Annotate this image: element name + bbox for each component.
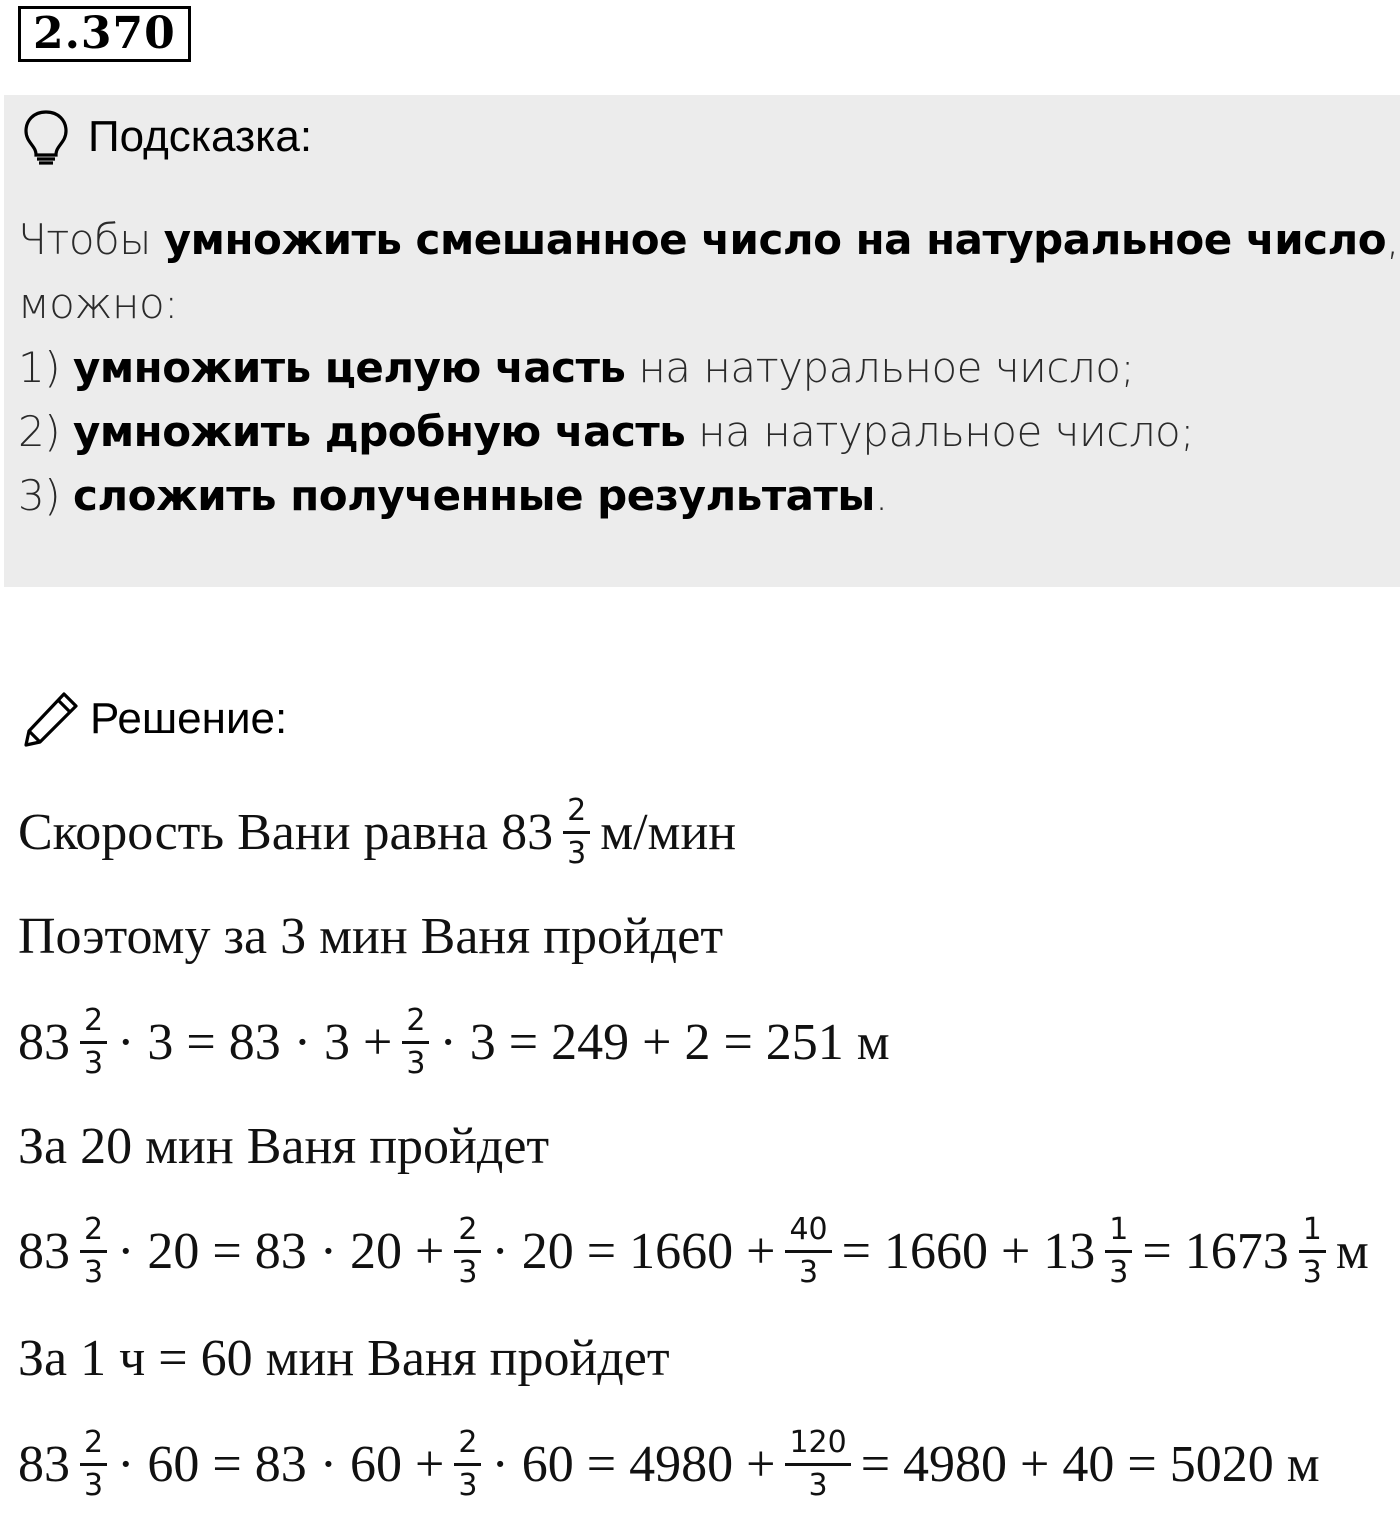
text-20min: За 20 мин Ваня пройдет — [18, 1117, 550, 1175]
lightbulb-icon — [20, 108, 72, 166]
fraction-denominator: 3 — [84, 1045, 104, 1081]
fraction-numerator: 1 — [1299, 1215, 1326, 1253]
solution-title — [20, 688, 287, 750]
solution-line-speed — [18, 790, 736, 874]
fraction-numerator: 120 — [785, 1428, 850, 1466]
step-1-number: 1) — [18, 343, 73, 392]
fraction — [80, 1424, 107, 1503]
fraction-numerator: 2 — [402, 1006, 429, 1044]
pencil-icon — [20, 688, 82, 750]
step-2-rest: на натуральное число; — [685, 407, 1194, 456]
fraction — [80, 1211, 107, 1290]
hint-intro-can: можно: — [18, 279, 178, 328]
fraction — [454, 1424, 481, 1503]
fraction-numerator: 2 — [454, 1215, 481, 1253]
fraction-denominator: 3 — [458, 1254, 478, 1290]
fraction — [1299, 1211, 1326, 1290]
fraction — [785, 1211, 831, 1290]
eq-term: · 20 = 1660 + — [491, 1222, 776, 1280]
fraction — [1105, 1211, 1132, 1290]
hint-step-1 — [18, 336, 1388, 400]
solution-line-20min — [18, 1116, 549, 1176]
text-3min: Поэтому за 3 мин Ваня пройдет — [18, 907, 724, 965]
speed-unit: м/мин — [600, 803, 737, 861]
step-1-rest: на натуральное число; — [625, 343, 1135, 392]
equation-60min — [18, 1418, 1320, 1510]
eq-term: = 1660 + 13 — [841, 1222, 1096, 1280]
hint-step-3 — [18, 464, 1388, 528]
eq-term: · 20 = 83 · 20 + — [117, 1222, 445, 1280]
fraction-denominator: 3 — [567, 835, 587, 871]
text-60min: За 1 ч = 60 мин Ваня пройдет — [18, 1329, 670, 1387]
fraction — [454, 1211, 481, 1290]
hint-intro-text: Чтобы — [18, 215, 164, 264]
fraction-numerator: 1 — [1105, 1215, 1132, 1253]
fraction-denominator: 3 — [84, 1467, 104, 1503]
eq-term: · 3 = 83 · 3 + — [117, 1013, 393, 1071]
eq-unit: м — [1335, 1222, 1369, 1280]
eq-term: 83 — [18, 1222, 70, 1280]
fraction — [402, 1002, 429, 1081]
fraction-denominator: 3 — [808, 1467, 828, 1503]
hint-title-text: Подсказка: — [88, 112, 313, 161]
hint-title — [20, 108, 312, 166]
eq-term: 83 — [18, 1013, 70, 1071]
step-3-bold: сложить полученные результаты — [72, 471, 875, 520]
solution-line-60min — [18, 1328, 670, 1388]
fraction-numerator: 2 — [563, 796, 590, 834]
step-3-rest: . — [874, 471, 888, 520]
hint-intro-bold: умножить смешанное число на натуральное число — [163, 215, 1387, 264]
eq-term: · 60 = 4980 + — [491, 1435, 776, 1493]
equation-3min — [18, 998, 890, 1086]
fraction-denominator: 3 — [1302, 1254, 1322, 1290]
fraction-denominator: 3 — [1109, 1254, 1129, 1290]
solution-title-text: Решение: — [90, 694, 288, 743]
eq-term: · 60 = 83 · 60 + — [117, 1435, 445, 1493]
fraction-denominator: 3 — [458, 1467, 478, 1503]
task-number: 2.370 — [18, 6, 191, 62]
hint-text — [18, 208, 1400, 528]
hint-line-can — [18, 272, 1388, 336]
fraction — [80, 1002, 107, 1081]
fraction-numerator: 40 — [785, 1215, 831, 1253]
step-2-number: 2) — [18, 407, 73, 456]
hint-intro-comma: , — [1386, 215, 1400, 264]
equation-20min — [18, 1206, 1369, 1296]
fraction-denominator: 3 — [406, 1045, 426, 1081]
fraction — [563, 792, 590, 871]
fraction-numerator: 2 — [80, 1006, 107, 1044]
step-1-bold: умножить целую часть — [72, 343, 626, 392]
eq-term: · 3 = 249 + 2 = 251 м — [439, 1013, 890, 1071]
fraction — [785, 1424, 850, 1503]
hint-line-intro — [18, 208, 1400, 272]
fraction-numerator: 2 — [80, 1428, 107, 1466]
solution-line-3min — [18, 906, 723, 966]
step-3-number: 3) — [18, 471, 73, 520]
fraction-numerator: 2 — [454, 1428, 481, 1466]
hint-step-2 — [18, 400, 1388, 464]
eq-term: 83 — [18, 1435, 70, 1493]
speed-text: Скорость Вани равна 83 — [18, 803, 554, 861]
step-2-bold: умножить дробную часть — [72, 407, 686, 456]
fraction-denominator: 3 — [84, 1254, 104, 1290]
eq-term: = 1673 — [1142, 1222, 1289, 1280]
fraction-numerator: 2 — [80, 1215, 107, 1253]
fraction-denominator: 3 — [799, 1254, 819, 1290]
eq-term: = 4980 + 40 = 5020 м — [860, 1435, 1320, 1493]
